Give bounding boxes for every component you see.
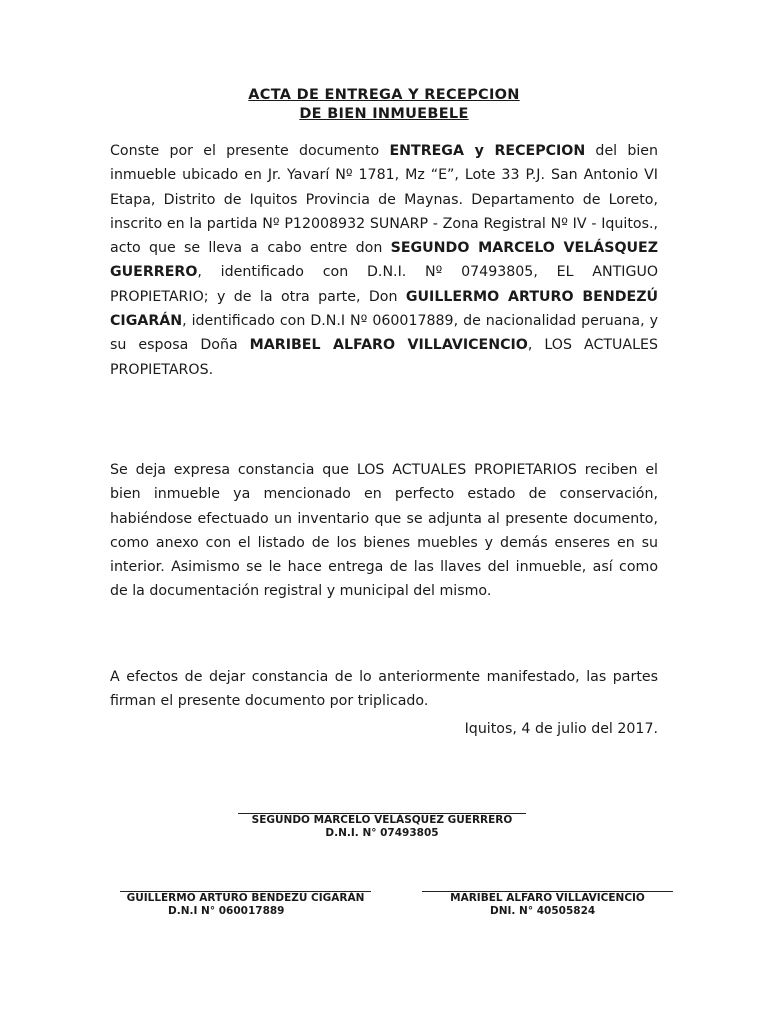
paragraph-3: A efectos de dejar constancia de lo anteriormente manifestado, las partes firman el presente documento por triplicado. bbox=[110, 669, 658, 710]
document-title-line1: ACTA DE ENTREGA Y RECEPCION bbox=[248, 87, 520, 103]
signature-dni: DNI. N° 40505824 bbox=[490, 905, 596, 917]
document-date: Iquitos, 4 de julio del 2017. bbox=[464, 721, 658, 737]
signature-name: MARIBEL ALFARO VILLAVICENCIO bbox=[450, 892, 645, 904]
signature-block-buyer bbox=[120, 891, 371, 918]
signature-name: GUILLERMO ARTURO BENDEZÚ CIGARÁN bbox=[126, 892, 365, 904]
paragraph-2: Se deja expresa constancia que LOS ACTUALES PROPIETARIOS reciben el bien inmueble ya mencionado en perfecto estado de conservación, habiéndose efectuado un inventario que se adjunta al presente documento, como anexo con el listado de los bienes muebles y demás enseres en su interior. Asimismo se le hace entrega de las llaves del inmueble, así como de la documentación registral y municipal del mismo. bbox=[110, 462, 658, 600]
p1-text-4: , identificado con D.N.I Nº 060017889, de nacionalidad peruana, y su esposa Doña bbox=[110, 313, 658, 354]
p1-text-3: , identificado con D.N.I. Nº 07493805, EL ANTIGUO PROPIETARIO; y de la otra parte, Don bbox=[110, 264, 658, 305]
p1-bold-3: GUILLERMO ARTURO BENDEZÚ CIGARÁN bbox=[110, 288, 658, 330]
p1-text-1: Conste por el presente documento bbox=[110, 143, 390, 159]
p1-bold-4: MARIBEL ALFARO VILLAVICENCIO bbox=[249, 337, 528, 354]
signature-block-seller bbox=[238, 813, 526, 840]
signature-name: SEGUNDO MARCELO VELÁSQUEZ GUERRERO bbox=[251, 814, 513, 826]
p1-bold-1: ENTREGA y RECEPCION bbox=[389, 143, 586, 159]
p1-text-2: del bien inmueble ubicado en Jr. Yavarí Nº 1781, Mz “E”, Lote 33 P.J. San Antonio VI Etapa, Distrito de Iquitos Provincia de Maynas. Departamento de Loreto, inscrito en la partida Nº P12008932 SUNARP - Zona Registral Nº IV - Iquitos., acto que se lleva a cabo entre don bbox=[110, 143, 658, 257]
document-title-line2: DE BIEN INMUEBELE bbox=[299, 106, 469, 122]
signature-dni: D.N.I. N° 07493805 bbox=[325, 827, 439, 839]
p1-bold-2: SEGUNDO MARCELO VELÁSQUEZ GUERRERO bbox=[110, 240, 659, 281]
paragraph-1 bbox=[110, 139, 658, 382]
signature-block-spouse bbox=[422, 891, 673, 918]
signature-dni: D.N.I N° 060017889 bbox=[168, 905, 285, 917]
p1-text-5: , LOS ACTUALES PROPIETAROS. bbox=[110, 337, 658, 378]
